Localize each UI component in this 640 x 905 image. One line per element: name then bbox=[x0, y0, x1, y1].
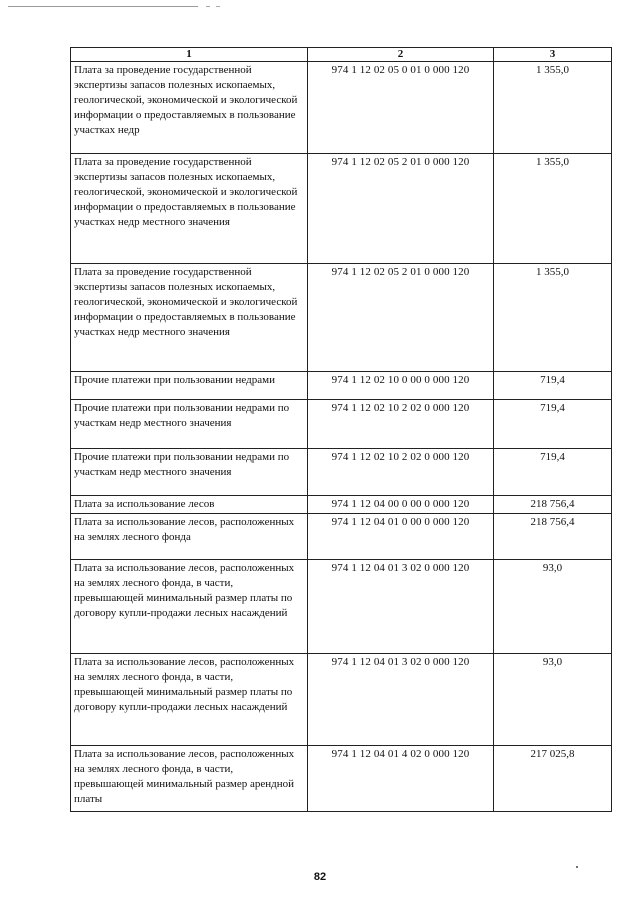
table-row bbox=[71, 154, 612, 264]
row-code: 974 1 12 04 00 0 00 0 000 120 bbox=[308, 496, 494, 514]
row-amount: 1 355,0 bbox=[494, 264, 612, 372]
header-dash bbox=[216, 6, 220, 7]
header-rule bbox=[8, 6, 198, 7]
row-name: Прочие платежи при пользовании недрами bbox=[71, 372, 308, 400]
table-row bbox=[71, 560, 612, 654]
table-row bbox=[71, 514, 612, 560]
row-amount: 218 756,4 bbox=[494, 514, 612, 560]
row-code: 974 1 12 02 10 0 00 0 000 120 bbox=[308, 372, 494, 400]
page-number: 82 bbox=[313, 871, 327, 883]
row-amount: 719,4 bbox=[494, 400, 612, 449]
row-code: 974 1 12 02 05 2 01 0 000 120 bbox=[308, 264, 494, 372]
table-row bbox=[71, 449, 612, 496]
row-code: 974 1 12 04 01 3 02 0 000 120 bbox=[308, 560, 494, 654]
table-row bbox=[71, 496, 612, 514]
row-name: Плата за использование лесов, расположенных на землях лесного фонда bbox=[71, 514, 308, 560]
row-amount: 93,0 bbox=[494, 654, 612, 746]
column-header: 1 bbox=[71, 48, 308, 62]
table-row bbox=[71, 400, 612, 449]
header-dash bbox=[206, 6, 210, 7]
row-name: Плата за использование лесов, расположенных на землях лесного фонда, в части, превышающей минимальный размер платы по договору купли-продажи лесных насаждений bbox=[71, 654, 308, 746]
row-name: Плата за проведение государственной экспертизы запасов полезных ископаемых, геологической, экономической и экологической информации о предоставляемых в пользование участках недр местного значения bbox=[71, 154, 308, 264]
row-code: 974 1 12 02 05 0 01 0 000 120 bbox=[308, 62, 494, 154]
row-amount: 218 756,4 bbox=[494, 496, 612, 514]
column-header: 3 bbox=[494, 48, 612, 62]
scan-speck bbox=[576, 866, 578, 868]
row-code: 974 1 12 04 01 4 02 0 000 120 bbox=[308, 746, 494, 812]
row-code: 974 1 12 02 10 2 02 0 000 120 bbox=[308, 449, 494, 496]
row-name: Плата за использование лесов, расположенных на землях лесного фонда, в части, превышающей минимальный размер арендной платы bbox=[71, 746, 308, 812]
row-amount: 217 025,8 bbox=[494, 746, 612, 812]
row-amount: 719,4 bbox=[494, 449, 612, 496]
table-row bbox=[71, 62, 612, 154]
row-amount: 93,0 bbox=[494, 560, 612, 654]
row-code: 974 1 12 04 01 3 02 0 000 120 bbox=[308, 654, 494, 746]
row-name: Прочие платежи при пользовании недрами по участкам недр местного значения bbox=[71, 449, 308, 496]
row-name: Плата за проведение государственной экспертизы запасов полезных ископаемых, геологической, экономической и экологической информации о предоставляемых в пользование участках недр местного значения bbox=[71, 264, 308, 372]
table-row bbox=[71, 372, 612, 400]
table-row bbox=[71, 654, 612, 746]
row-code: 974 1 12 02 05 2 01 0 000 120 bbox=[308, 154, 494, 264]
table-row bbox=[71, 746, 612, 812]
row-code: 974 1 12 04 01 0 00 0 000 120 bbox=[308, 514, 494, 560]
revenue-table bbox=[70, 47, 612, 812]
row-amount: 1 355,0 bbox=[494, 154, 612, 264]
row-amount: 1 355,0 bbox=[494, 62, 612, 154]
column-header: 2 bbox=[308, 48, 494, 62]
row-name: Плата за проведение государственной экспертизы запасов полезных ископаемых, геологической, экономической и экологической информации о предоставляемых в пользование участках недр bbox=[71, 62, 308, 154]
table-row bbox=[71, 264, 612, 372]
row-name: Прочие платежи при пользовании недрами по участкам недр местного значения bbox=[71, 400, 308, 449]
table-header-row bbox=[71, 48, 612, 62]
row-code: 974 1 12 02 10 2 02 0 000 120 bbox=[308, 400, 494, 449]
row-name: Плата за использование лесов, расположенных на землях лесного фонда, в части, превышающей минимальный размер платы по договору купли-продажи лесных насаждений bbox=[71, 560, 308, 654]
row-amount: 719,4 bbox=[494, 372, 612, 400]
row-name: Плата за использование лесов bbox=[71, 496, 308, 514]
